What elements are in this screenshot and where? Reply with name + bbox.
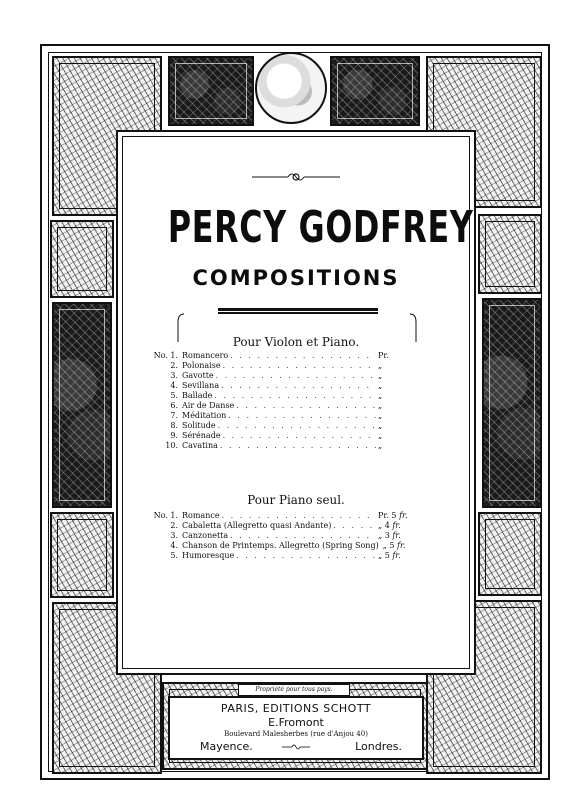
top-palm-panel-right bbox=[330, 56, 420, 126]
right-piper-vignette bbox=[478, 214, 542, 294]
left-musician-vignette-upper bbox=[50, 220, 114, 298]
left-palm-panel bbox=[52, 302, 112, 508]
title-page-panel bbox=[116, 130, 476, 675]
right-palm-panel bbox=[482, 298, 542, 508]
piano-solo-heading: Pour Piano seul. bbox=[247, 492, 345, 507]
list-item: 3. Gavotte . . . „ bbox=[152, 372, 412, 382]
flourish-ornament bbox=[250, 170, 342, 184]
publisher-successor: E.Fromont bbox=[268, 716, 324, 729]
list-item: No. 1. Romancero . . . Pr. bbox=[152, 352, 412, 362]
right-musician-vignette-lower bbox=[478, 512, 542, 596]
left-harp-vignette bbox=[50, 512, 114, 598]
scroll-ornament-icon bbox=[282, 743, 310, 751]
list-item: 8. Solitude . . . „ bbox=[152, 422, 412, 432]
publisher-name: PARIS, EDITIONS SCHOTT bbox=[220, 702, 372, 715]
publisher-imprint bbox=[168, 696, 424, 760]
city-londres: Londres. bbox=[355, 740, 402, 753]
list-item: 2. Cabaletta (Allegretto quasi Andante) . . . „ 4 fr. bbox=[152, 522, 412, 532]
compositions-subtitle: COMPOSITIONS bbox=[192, 266, 400, 290]
city-mayence: Mayence. bbox=[200, 740, 253, 753]
list-item: 10. Cavatina . . . „ bbox=[152, 442, 412, 452]
list-item: 5. Ballade . . . „ bbox=[152, 392, 412, 402]
list-item: No. 1. Romance . . . Pr. 5 fr. bbox=[152, 512, 412, 522]
rights-notice: Propriété pour tous pays. bbox=[238, 684, 350, 696]
list-item: 9. Sérénade . . . „ bbox=[152, 432, 412, 442]
piano-solo-list bbox=[152, 512, 412, 562]
list-item: 5. Humoresque . . . „ 5 fr. bbox=[152, 552, 412, 562]
list-item: 4. Chanson de Printemps. Allegretto (Spring Song) „ 5 fr. bbox=[170, 541, 406, 550]
cherubs-medallion bbox=[255, 52, 327, 124]
list-item: 6. Air de Danse . . . „ bbox=[152, 402, 412, 412]
publisher-address: Boulevard Malesherbes (rue d'Anjou 40) bbox=[224, 730, 368, 738]
list-item: 7. Méditation . . . „ bbox=[152, 412, 412, 422]
violin-piano-heading: Pour Violon et Piano. bbox=[232, 334, 360, 349]
top-palm-panel-left bbox=[168, 56, 254, 126]
list-item: 4. Sevillana . . . „ bbox=[152, 382, 412, 392]
list-item: 2. Polonaise . . . „ bbox=[152, 362, 412, 372]
violin-piano-list bbox=[152, 352, 412, 452]
composer-name: PERCY GODFREY bbox=[167, 202, 474, 253]
publisher-cities bbox=[170, 740, 422, 754]
list-item: 3. Canzonetta . . . „ 3 fr. bbox=[152, 532, 412, 542]
title-rule bbox=[218, 308, 378, 312]
